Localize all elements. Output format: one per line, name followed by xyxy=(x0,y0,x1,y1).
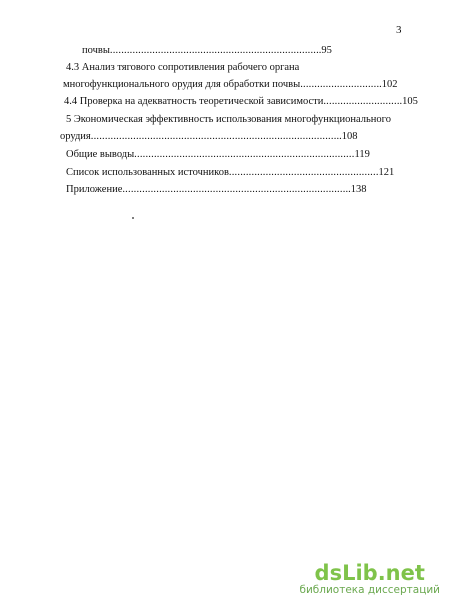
toc-leader-dots: ........................... xyxy=(300,79,377,90)
toc-entry-title: Список использованных источников xyxy=(66,167,229,178)
toc-entry-title: 4.3 Анализ тягового сопротивления рабочего органа xyxy=(66,62,300,73)
toc-entry xyxy=(66,113,391,126)
toc-entry-page: ..95 xyxy=(316,45,332,56)
toc-entry xyxy=(66,61,299,74)
toc-entry-title: Общие выводы xyxy=(66,149,135,160)
watermark-subtitle: библиотека диссертаций xyxy=(299,584,440,596)
toc-entry xyxy=(66,148,370,161)
toc-entry-page: .121 xyxy=(375,167,395,178)
toc-leader-dots: .................................................... xyxy=(228,167,376,178)
watermark-logo: dsLib.net xyxy=(314,561,425,585)
toc-leader-dots: ......................................................................... xyxy=(109,45,317,56)
toc-entry xyxy=(64,95,418,108)
toc-entry-page: ..102 xyxy=(376,79,398,90)
toc-leader-dots: .............................................................................. xyxy=(134,149,355,160)
toc-entry-title: Приложение xyxy=(66,184,123,195)
watermark xyxy=(299,562,440,596)
toc-entry-title: многофункционального орудия для обработки почвы xyxy=(63,79,301,90)
toc-entry xyxy=(60,130,358,143)
toc-entry-page: ..108 xyxy=(336,131,358,142)
toc-entry-title: почвы xyxy=(82,45,110,56)
toc-entry-title: 4.4 Проверка на адекватность теоретической зависимости xyxy=(64,96,324,107)
toc-entry-page: ..138 xyxy=(345,184,367,195)
scan-speck xyxy=(132,217,134,219)
toc-entry xyxy=(82,44,332,57)
toc-entry xyxy=(63,78,397,91)
toc-entry-title: орудия xyxy=(60,131,91,142)
toc-entry xyxy=(66,183,367,196)
toc-entry-page: 119 xyxy=(354,149,370,160)
toc-leader-dots: ....................................................................................... xyxy=(90,131,337,142)
toc-entry-title: 5 Экономическая эффективность использования многофункционального xyxy=(66,114,391,125)
toc-entry-page: ..105 xyxy=(396,96,418,107)
toc-leader-dots: ............................................................................... xyxy=(122,184,346,195)
toc-entry xyxy=(66,166,394,179)
toc-leader-dots: .......................... xyxy=(323,96,397,107)
page-number: 3 xyxy=(396,24,402,36)
